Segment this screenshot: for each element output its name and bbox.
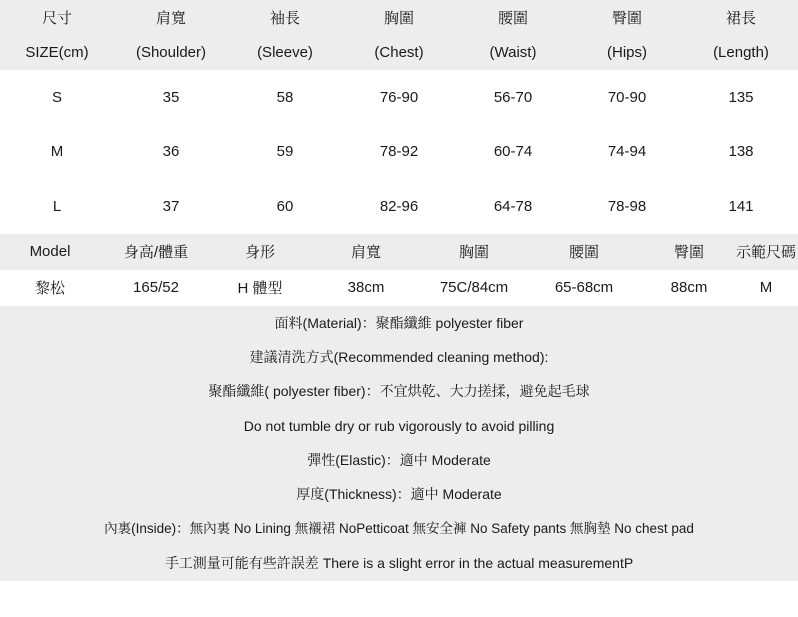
- table-cell: 56-70: [493, 88, 533, 106]
- cleaning-note-zh-line: 聚酯纖維( polyester fiber)：不宜烘乾、大力搓揉，避免起毛球: [208, 383, 590, 400]
- model-header-hips: 臀圍: [644, 234, 734, 270]
- header-en-chest: (Chest): [342, 35, 456, 70]
- table-cell: 37: [162, 197, 180, 215]
- measurement-error-line: 手工測量可能有些許誤差 There is a slight error in the actual measurementP: [164, 555, 634, 572]
- table-cell: 黎松: [34, 280, 65, 297]
- table-cell: M: [759, 279, 773, 296]
- table-cell: H 體型: [237, 280, 283, 297]
- model-header-size: 示範尺碼: [734, 234, 798, 270]
- table-cell: 78-98: [607, 197, 647, 215]
- model-table: [0, 234, 798, 306]
- table-cell: 60: [276, 197, 294, 215]
- table-cell: 65-68cm: [554, 279, 614, 296]
- table-cell: 82-96: [379, 197, 419, 215]
- size-header-en-row: [0, 35, 798, 70]
- header-en-waist: (Waist): [456, 35, 570, 70]
- material-line: 面料(Material)：聚酯纖維 polyester fiber: [274, 314, 524, 331]
- header-zh-sleeve: 袖長: [228, 0, 342, 35]
- model-header-shoulder: 肩寬: [308, 234, 424, 270]
- inside-line: 內裏(Inside)：無內裏 No Lining 無襯裙 NoPetticoat 無安全褲 No Safety pants 無胸墊 No chest pad: [104, 520, 694, 536]
- table-cell: 70-90: [607, 88, 647, 106]
- bottom-margin: [0, 581, 798, 617]
- size-row-m: [0, 125, 798, 180]
- header-zh-size: 尺寸: [0, 0, 114, 35]
- header-en-sleeve: (Sleeve): [228, 35, 342, 70]
- table-cell: 60-74: [493, 143, 533, 161]
- model-header-height-weight: 身高/體重: [100, 234, 212, 270]
- header-zh-shoulder: 肩寬: [114, 0, 228, 35]
- table-cell: 64-78: [493, 197, 533, 215]
- table-cell: 138: [728, 143, 754, 161]
- table-cell: 76-90: [379, 88, 419, 106]
- header-zh-length: 裙長: [684, 0, 798, 35]
- elastic-line: 彈性(Elastic)：適中 Moderate: [307, 452, 491, 469]
- size-table: [0, 0, 798, 234]
- table-cell: M: [50, 143, 64, 161]
- table-cell: 75C/84cm: [439, 279, 509, 296]
- model-header-body-type: 身形: [212, 234, 308, 270]
- table-cell: L: [52, 197, 62, 215]
- product-info-panel: [0, 306, 798, 581]
- model-header-waist: 腰圍: [524, 234, 644, 270]
- thickness-line: 厚度(Thickness)：適中 Moderate: [296, 486, 502, 503]
- header-en-size: SIZE(cm): [0, 35, 114, 70]
- model-header-model: Model: [0, 234, 100, 270]
- table-cell: 38cm: [347, 279, 385, 296]
- cleaning-method-line: 建議清洗方式(Recommended cleaning method):: [249, 348, 549, 365]
- table-cell: 59: [276, 143, 294, 161]
- header-zh-hips: 臀圍: [570, 0, 684, 35]
- header-zh-chest: 胸圍: [342, 0, 456, 35]
- size-row-s: [0, 70, 798, 125]
- size-row-l: [0, 179, 798, 234]
- table-cell: 35: [162, 88, 180, 106]
- header-en-shoulder: (Shoulder): [114, 35, 228, 70]
- model-header-chest: 胸圍: [424, 234, 524, 270]
- header-en-length: (Length): [684, 35, 798, 70]
- table-cell: 135: [728, 88, 754, 106]
- cleaning-note-en-line: Do not tumble dry or rub vigorously to avoid pilling: [243, 417, 555, 434]
- table-cell: 58: [276, 88, 294, 106]
- table-cell: 165/52: [133, 279, 179, 296]
- header-zh-waist: 腰圍: [456, 0, 570, 35]
- model-header-row: [0, 234, 798, 270]
- table-cell: S: [51, 88, 62, 106]
- table-cell: 141: [728, 197, 754, 215]
- model-row: [0, 270, 798, 306]
- table-cell: 36: [162, 143, 180, 161]
- size-header-zh-row: [0, 0, 798, 35]
- table-cell: 74-94: [607, 143, 647, 161]
- table-cell: 88cm: [670, 279, 708, 296]
- table-cell: 78-92: [379, 143, 419, 161]
- header-en-hips: (Hips): [570, 35, 684, 70]
